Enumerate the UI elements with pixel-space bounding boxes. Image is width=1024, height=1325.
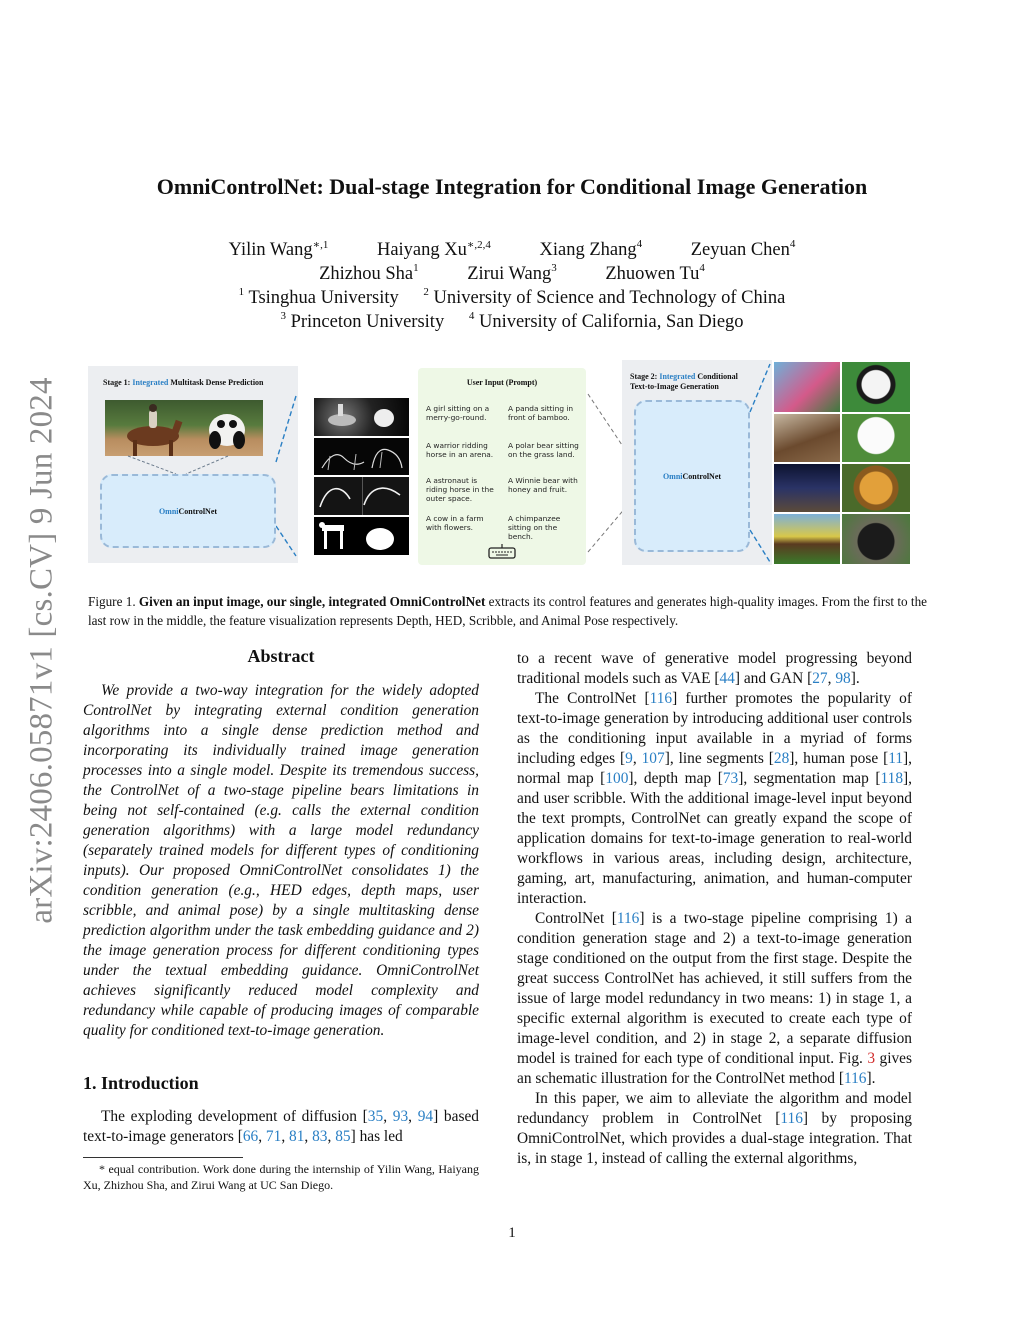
stage2-panel — [622, 360, 772, 565]
citation-link[interactable]: 66 — [242, 1128, 259, 1145]
prompt-text: A astronaut is riding horse in the outer space. — [426, 476, 494, 503]
animal-pose-map — [314, 517, 409, 555]
arxiv-watermark — [18, 370, 66, 930]
citation-link[interactable]: 118 — [880, 770, 904, 787]
generated-image — [842, 362, 910, 412]
prompt-text: A Winnie bear with honey and fruit. — [508, 476, 578, 494]
author: Zhuowen Tu$^4$ — [605, 262, 705, 284]
author: Zirui Wang$^3$ — [467, 262, 557, 284]
intro-paragraph: The exploding development of diffusion [35, 93, 94] based text-to-image generators [66, 71, 81, 83, 85] has led — [83, 1108, 479, 1145]
stage2-label: Stage 2: Integrated Conditional Text-to-Image Generation — [630, 372, 738, 391]
figure-1 — [88, 360, 910, 565]
citation-link[interactable]: 28 — [773, 750, 790, 767]
prompt-text: A girl sitting on a merry-go-round. — [426, 404, 490, 422]
footnote: * equal contribution. Work done during the internship of Yilin Wang, Haiyang Xu, Zhizhou Sha, and Zirui Wang at UC San Diego. — [83, 1162, 479, 1192]
citation-link[interactable]: 83 — [312, 1128, 328, 1145]
citation-link[interactable]: 9 — [625, 750, 633, 767]
abstract-heading: Abstract — [247, 646, 315, 666]
author: Yilin Wang$^{∗,1}$ — [228, 239, 329, 260]
citation-link[interactable]: 116 — [843, 1070, 867, 1087]
citation-link[interactable]: 27 — [812, 670, 828, 687]
prompt-text: A chimpanzee sitting on the bench. — [508, 514, 561, 541]
prompt-text: A panda sitting in front of bamboo. — [508, 404, 574, 422]
affiliation-line-1 — [0, 288, 1024, 309]
hed-map — [314, 438, 409, 475]
generated-image — [842, 464, 910, 512]
citation-link[interactable]: 35 — [367, 1108, 384, 1125]
author-line-2 — [0, 264, 1024, 285]
footnote-divider — [83, 1157, 243, 1158]
user-prompt-panel — [418, 368, 586, 565]
citation-link[interactable]: 81 — [289, 1128, 305, 1145]
prompt-text: A polar bear sitting on the grass land. — [508, 441, 579, 459]
omnicontrolnet-block-stage2: Omni ControlNet — [634, 400, 750, 552]
affiliation-line-2 — [0, 312, 1024, 333]
figure-caption: Figure 1. Given an input image, our single, integrated OmniControlNet extracts its control features and generates high-quality images. From the first to the last row in the middle, the feature visualization represents Depth, HED, Scribble, and Animal Pose respectively. — [88, 594, 928, 628]
section-heading-introduction: 1. Introduction — [83, 1073, 199, 1093]
author-line-1 — [0, 240, 1024, 261]
affiliation: $^3$ Princeton University — [280, 310, 445, 332]
author: Xiang Zhang$^4$ — [539, 238, 643, 260]
stage2-output-connectors — [622, 360, 772, 565]
citation-link[interactable]: 71 — [265, 1128, 282, 1145]
citation-link[interactable]: 94 — [417, 1108, 434, 1125]
citation-link[interactable]: 73 — [722, 770, 739, 787]
stage1-panel — [88, 366, 298, 563]
paper-title: OmniControlNet: Dual-stage Integration for Conditional Image Generation — [156, 174, 868, 199]
prompt-text: A cow in a farm with flowers. — [426, 514, 484, 532]
affiliation: $^4$ University of California, San Diego — [468, 310, 744, 332]
citation-link[interactable]: 93 — [392, 1108, 409, 1125]
citation-link[interactable]: 116 — [616, 910, 640, 927]
citation-link[interactable]: 100 — [605, 770, 629, 787]
arxiv-id: arXiv:2406.05871v1 [cs.CV] 9 Jun 2024 — [23, 376, 60, 924]
keyboard-icon — [486, 544, 518, 562]
page-number: 1 — [508, 1225, 516, 1241]
citation-link[interactable]: 44 — [719, 670, 735, 687]
citation-link[interactable]: 107 — [641, 750, 665, 767]
author: Zeyuan Chen$^4$ — [690, 238, 796, 260]
depth-map — [314, 398, 409, 436]
abstract-body: We provide a two-way integration for the widely adopted ControlNet by integrating external condition generation algorithms into a single dense prediction method and incorporating its individually trained image generation processes into a single model. Despite its tremendous success, the ControlNet of a two-stage pipeline bears limitations in being not self-contained (e.g. calls the external condition generation algorithms) with a large model redundancy (separately trained models for different types of conditioning inputs). Our proposed OmniControlNet consolidates 1) the condition generation (e.g., HED edges, depth maps, user scribble, and animal pose) by a single multitasking dense prediction algorithm under the task embedding guidance and 2) the image generation process for different conditioning types under the textual embedding guidance. OmniControlNet achieves significantly reduced model complexity and redundancy while capable of producing images of comparable quality for conditioned text-to-image generation. — [83, 682, 479, 1039]
citation-link[interactable]: 98 — [835, 670, 851, 687]
stage1-label: Stage 1: Integrated Multitask Dense Prediction — [103, 378, 264, 387]
right-column: to a recent wave of generative model progressing beyond traditional models such as VAE [44] and GAN [27, 98]. The ControlNet [116] further promotes the popularity of text-to-image generation by introducing additional user controls as the conditioning input available in a myriad of forms including edges [9, 107], line segments [28], human pose [11], normal map [100], depth map [73], segmentation map [118], and user scribble. With the additional image-level input beyond the text prompts, ControlNet can greatly expand the scope of application domains for text-to-image generation to real-world workflows in various areas, including design, architecture, gaming, art, manufacturing, animation, and human-computer interaction. ControlNet [116] is a two-stage pipeline comprising 1) a condition generation stage and 2) a text-to-image generation stage conditioned on the output from the first stage. Despite the great success ControlNet has achieved, it still suffers from the issue of large model redundancy in two means: 1) in stage 1, a specific external algorithm is executed to create each type of image-level condition, and 2) in stage 2, a separate diffusion model is trained for each type of conditional input. Fig. 3 gives an schematic illustration for the ControlNet method [116]. In this paper, we aim to alleviate the algorithm and model redundancy problem in ControlNet [116] by proposing OmniControlNet, which provides a dual-stage integration. That is, in stage 1, instead of calling the external algorithms, — [517, 650, 913, 1167]
citation-link[interactable]: 116 — [649, 690, 673, 707]
generated-image — [774, 464, 840, 512]
prompt-title: User Input (Prompt) — [466, 378, 538, 387]
generated-image — [774, 362, 840, 412]
generated-image — [842, 414, 910, 462]
figure-ref-link[interactable]: 3 — [867, 1050, 876, 1067]
affiliation: $^1$ Tsinghua University — [238, 286, 399, 308]
affiliation: $^2$ University of Science and Technology of China — [423, 286, 786, 308]
generated-image — [774, 514, 840, 564]
citation-link[interactable]: 11 — [888, 750, 904, 767]
scribble-map — [314, 477, 409, 515]
prompt-text: A warrior ridding horse in an arena. — [426, 441, 494, 459]
author: Zhizhou Sha$^1$ — [319, 262, 419, 284]
citation-link[interactable]: 116 — [780, 1110, 803, 1127]
omnicontrolnet-block-stage1: Omni ControlNet — [100, 474, 276, 548]
generated-image — [774, 414, 840, 462]
author: Haiyang $Xu^{∗,2,4}$ — [376, 239, 491, 260]
generated-image — [842, 514, 910, 564]
citation-link[interactable]: 85 — [335, 1128, 351, 1145]
